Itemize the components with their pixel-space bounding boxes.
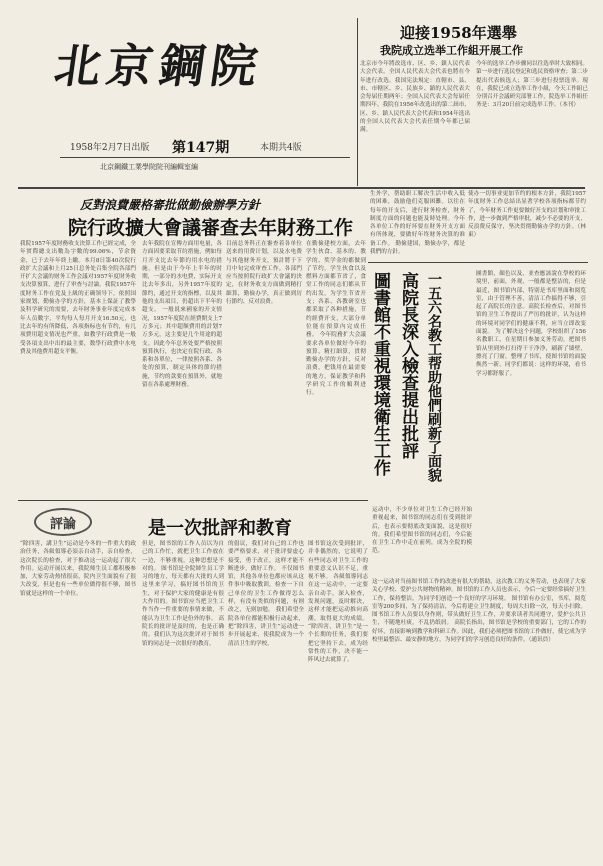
review-col-1: “除四害，講卫生”运动是今冬的一件重大的政治任务，各級領導必須亲自动手，亲自检查，这次院长的检查，对于推动这一运动起了很大作用。运动开展以来，我院师生员工都积极参加，大家劳动热情很高，院内卫生面貌有了很大改变，但是也有一些单位做得很不够，图书馆就是这样的一个单位。 [20, 541, 136, 597]
issue-pages: 本期共4版 [260, 143, 302, 153]
feature-col-6: 使办一切事业更加节约的根本方針，我院1957年度財务工作总結出显著学校各项指标都节约了，今年财务工作更要做好开支的計划和审批工作，进一步做到严格审批，减少不必要的开支，反浪费反保守，坚决贯彻勤儉办学的方針。（林東） [468, 191, 586, 239]
election-kicker: 迎接1958年選舉 [400, 24, 517, 42]
masthead-title: 北京鋼院 [51, 39, 267, 93]
feature-col-3: 目前总务科正在審查着各单位送来的用费计划，以及水电费与其他财务开支，預計將于下月中旬完成审查工作。各部門应当按照院行政扩大會議的決定，在財务收支方面做到精打細算，勤儉办学，真正做到厉行節约、反对浪费。 [226, 241, 302, 306]
review-col-2: 但是，图书馆的工作人员以为自己的工作忙，就把卫生工作放在一边，不够重视，这种思想是不对的。 图书馆是全院師生员工学习的地方，每天都有大批的人到这里来学习，搞好图书馆的卫生，对于保护大家的健康是有很大作用的。图书馆应当把卫生工作当作一件重要的事情来做，不能认为卫生工作是份外的事。 高院长的批评是及时的，也是正确的。我们认为这次批评对于图书馆的同志是一次很好的教育。 [142, 541, 224, 647]
review-label: 評論 [49, 516, 76, 532]
library-col: 这一运动对当前图书馆工作的改进有很大的帮助，这次教工的义务劳动，也表现了大家关心学校、爱护公共财物的精神。图书馆的工作人员也表示，今后一定要经常搞好卫生工作，保持整洁，为同学们创造一个良好的学习环境。 图书馆有办公室，书库，阅览室等200多间，为了保持清洁，今后将建立卫生制度，每周大扫除一次，每天小扫除。图书馆工作人员要以身作则，带头做好卫生工作，并要求读者共同遵守，爱护公共卫生，不随地吐痰，不乱扔纸屑。 高院长指出，图书馆是学校的重要部门，它的工作的好坏，直接影响到教学和科研工作。因此，我们必须把图书馆的工作做好，使它成为学校里最整洁、最安静的地方，为同学们的学习创造良好的条件。（通讯員） [372, 579, 586, 644]
feature-headline: 院行政擴大會議審查去年財務工作 [68, 217, 354, 239]
election-col-2: 今年的选举工作步骤同以往选举时大致相同。第一步进行选民登記和选民资格审查；第二步提出代表候选人；第三步进行投票选举。現在，我院已成立选举工作小組，今天工作組已分別召开会議研究部署工作，院选举工作組任务是：3月20日前完成选举工作。（本刊） [476, 61, 588, 109]
banner-sub: 圖書館不重視環境衛生工作 [370, 272, 390, 476]
review-label-badge [34, 508, 92, 536]
review-col-3: 的倡议，我们对自己的工作也要严格要求，对于批评要虚心接受，勇于改正，这样才能不断进步，做好工作。 不仅图书馆，其他各单位也都应该从这件事中吸取教训，检查一下自己单位的卫生工作做得怎么样，有没有类似的问题，有则改之，无则加勉。 我们希望全院各单位都能积极行动起来，把“除四害，讲卫生”运动进一步开展起来，使我院成为一个清洁卫生的学校。 [228, 541, 304, 647]
banner-main: 高院長深入檢查提出批評 [398, 272, 418, 459]
issue-date: 1958年2月7日出版 [70, 143, 150, 153]
teachers-col: 圖書館，顏色以及，並查應該說在學校的环境里，前面，外观，一般都是整洁的，但是最近，图书馆内部，特别是书库里面和阅览室，由于管理不善，清洁工作搞得不够，引起了高院长的注意。高院长检查后，对图书馆的卫生工作提出了严厉的批评，认为这样的环境对同学们的健康不利，应当立即改变面貌。 为了解决这个问题，学校组织了156名教职工，在星期日参加义务劳动，把图书馆从里到外打扫得干干净净，刷新了墙壁，擦亮了门窗，整理了书库，使图书馆的面貌焕然一新。同学们都说：这样的环境，看书学习都舒服了。 [476, 271, 586, 377]
publisher-line: 北京鋼鐵工業學院院刊編輯室編 [100, 163, 198, 171]
review-col-4: 图书馆这次受到批评，并非偶然的，它说明了有些同志对卫生工作的重要意义认识不足，重视不够。 各級領導同志在这一运动中，一定要亲自动手，深入检查，发现问题，及时解决，这样才能把运动推向高潮，取得更大的成绩。 “除四害，讲卫生”是一个长期的任务，我们要把它坚持下去，成为经常性的工作，决不能一阵风过去就算了。 [308, 541, 368, 664]
review-col-5: 运动中，不少单位对卫生工作已经开始重视起来，图书馆的同志们在受到批评后，也表示要彻底改变面貌，这是很好的。我们希望图书馆的同志们，今后能在卫生工作中走在前列，成为全院的模范。 [372, 507, 472, 555]
teachers-headline: 一五六名教工帮助他們刷新了面貌 [426, 272, 442, 482]
feature-col-2: 去年我院在宣傳方面用电量，各方面因要采取节約措施，例如每月开支比去年節約用水电的措施。但是由于今年上半年的时期，一部分的水电費，实际开支比去年多出，另外1957年度的節约，通过开支的指標，以及其他的支出項目，仍超出下半年的超支。 一般说來國家的开支情况，1957年度院在經費開支上7万多元；其中超額費用的計划7万多元，这主要是几个用途的超支。因此今年总务处要严格按照預算执行，也決定在院行政、各系和各單位，一律按照各系、各处的預算，制定具体的節約措施，节约的款要在預算外，就地留在各系處理財務。 [142, 241, 222, 389]
review-headline: 是一次批評和教育 [148, 518, 292, 539]
issue-number: 第147期 [172, 140, 230, 156]
feature-col-1: 我院1957年度財務收支決算工作已經完成，全年實際總支出數為字數的99.06%，节余資金，已于去年年終上繳。本月8日第40次院行政扩大会議和上月25日总务处召集全院各部門开扩大会議的财务工作会議对1957年度財务收支决算預算，进行了审查与討論。我院1957年度財务工作在党及上級的正确领导下，依照国家规划，勤儉办学的方針，基本上保証了教學及科学研究的需要，去年財务事业年度完成本年人员數字，平均每人每月开支16.50元，也比去年的有所降低，各项指标也有节约，有几项費用超支情况也严重，如教学行政費是一般受各項支出中出的最主要，数學行政費中水电費及其他費用超支平衡。 [20, 241, 136, 355]
feature-kicker: 反對浪費嚴格審批做勤儉辦學方針 [80, 198, 261, 212]
feature-col-4: 在勤儉建校方面，去年学生伙食、基本的、教学的、奖学金的都做到了节约，学生伙食以及燃料方面都节省了，食堂工作的同志们都从节约出发，为学生节省开支；各系、各教研室也都采取了各种措施，节约經費开支，大部分单位能在預算內完成任務。 今年院務扩大会議要求各单位做好今年的預算，精打細算，貫彻勤儉办学的方針，反对浪费，把钱用在最需要的地方，保证教学和科学研究工作的順利进行。 [306, 241, 366, 397]
feature-col-5: 生外学，帮助职工解决生活中收入低的困难，鼓励他们克服困難。以往在每年的开支后，进行財务检查，財务制度方面的问题也能及時处理。今年各单位工作的好坏要在財务开支方面有所体现，要做好年终财务决算的准备工作。 勤儉建国，勤儉办学，都是我們的方針。 [370, 191, 465, 256]
election-col-1: 北京市今年將改选市、区、乡、鎮人民代表大会代表。全国人民代表大会代表也將在今年进行改选。我国宪法規定：直轄市、县、市、市轄区、乡、民族乡、鎮的人民代表大会每届任期两年；全国人民代表大会每届任期四年。我院在1956年改选出的第二屆市、区、乡、鎮人民代表大会代表和1954年选出的全国人民代表大会代表任期今年都已届满。 [360, 61, 470, 134]
election-headline: 我院成立选举工作組开展工作 [380, 44, 523, 57]
